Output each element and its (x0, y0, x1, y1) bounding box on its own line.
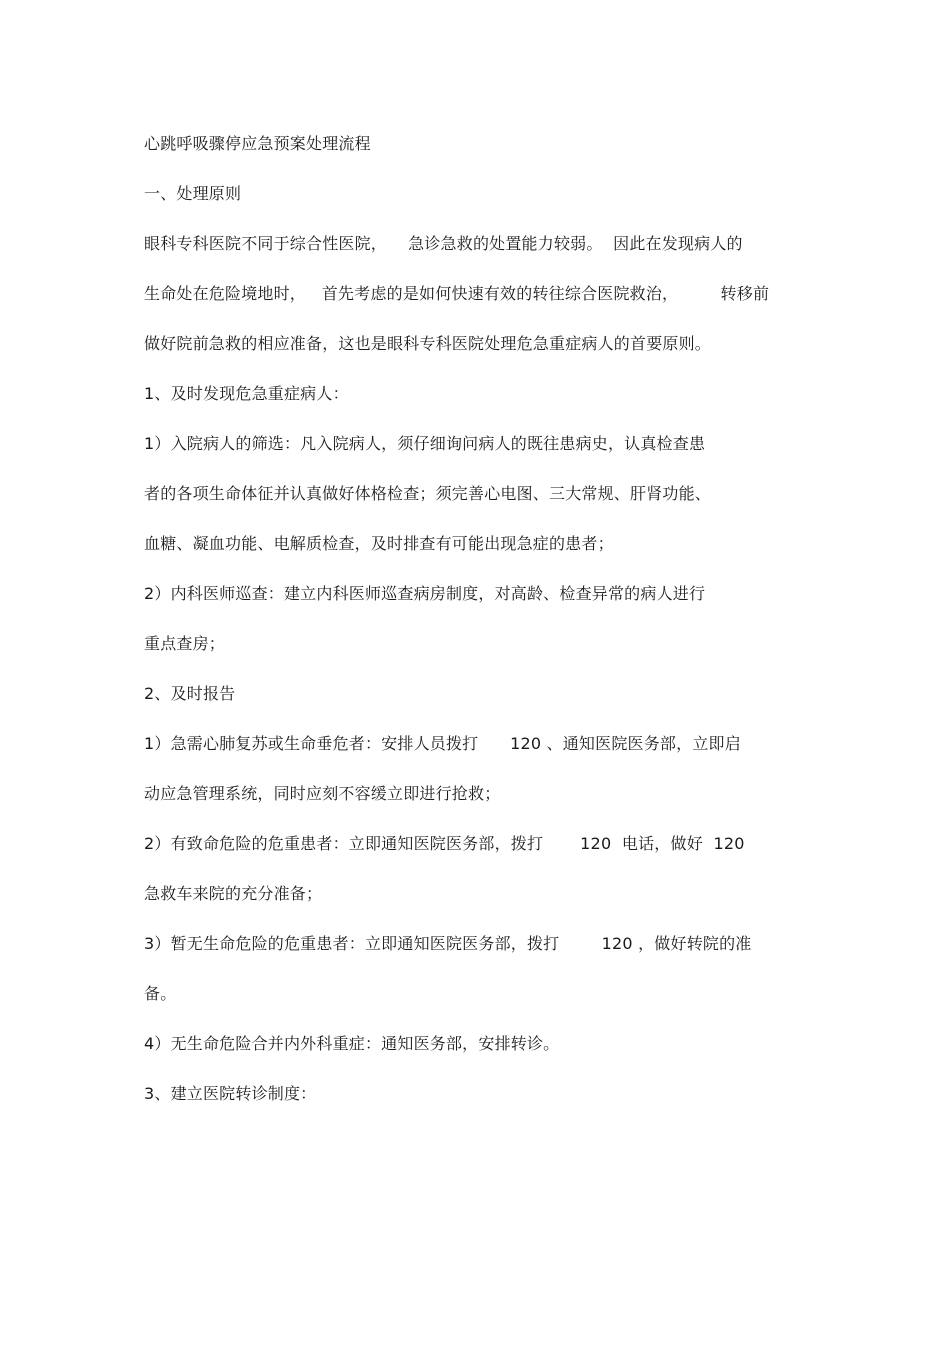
paragraph-line: 4）无生命危险合并内外科重症：通知医务部，安排转诊。 (144, 1034, 560, 1053)
paragraph-line: 1）急需心肺复苏或生命垂危者：安排人员拨打 120 、通知医院医务部，立即启 (144, 734, 741, 753)
paragraph-line: 生命处在危险境地时， 首先考虑的是如何快速有效的转往综合医院救治， 转移前 (144, 284, 770, 303)
paragraph-line: 2）有致命危险的危重患者：立即通知医院医务部，拨打 120 电话，做好 120 (144, 834, 745, 853)
paragraph-line: 1）入院病人的筛选：凡入院病人，须仔细询问病人的既往患病史，认真检查患 (144, 434, 706, 453)
paragraph-line: 动应急管理系统，同时应刻不容缓立即进行抢救； (144, 784, 501, 803)
paragraph-line: 者的各项生命体征并认真做好体格检查；须完善心电图、三大常规、肝肾功能、 (144, 484, 712, 503)
paragraph-line: 急救车来院的充分准备； (144, 884, 323, 903)
paragraph-line: 备。 (144, 984, 177, 1003)
paragraph-line: 血糖、凝血功能、电解质检查，及时排查有可能出现急症的患者； (144, 534, 614, 553)
paragraph-line: 3）暂无生命危险的危重患者：立即通知医院医务部，拨打 120 ，做好转院的准 (144, 934, 752, 953)
paragraph-line: 重点查房； (144, 634, 226, 653)
document-title: 心跳呼吸骤停应急预案处理流程 (144, 134, 371, 153)
item-heading-referral: 3、建立医院转诊制度： (144, 1084, 317, 1103)
paragraph-line: 眼科专科医院不同于综合性医院， 急诊急救的处置能力较弱。 因此在发现病人的 (144, 234, 743, 253)
paragraph-line: 2）内科医师巡查：建立内科医师巡查病房制度，对高龄、检查异常的病人进行 (144, 584, 706, 603)
section-heading-principles: 一、处理原则 (144, 184, 242, 203)
item-heading-discover: 1、及时发现危急重症病人： (144, 384, 349, 403)
item-heading-report: 2、及时报告 (144, 684, 236, 703)
paragraph-line: 做好院前急救的相应准备，这也是眼科专科医院处理危急重症病人的首要原则。 (144, 334, 712, 353)
